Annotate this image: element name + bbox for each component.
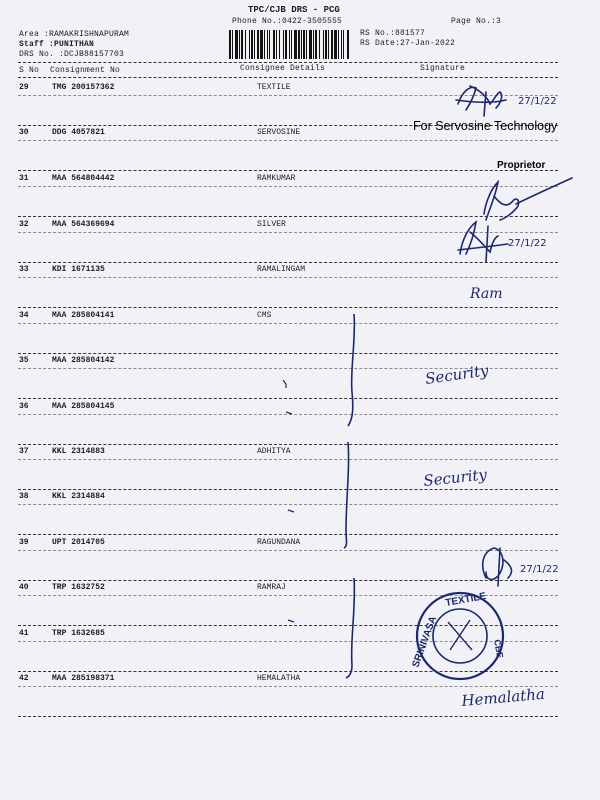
row-consignee: SILVER [257, 220, 286, 229]
row-consignment-no: TRP 1632752 [52, 583, 105, 592]
signature-row-39 [483, 548, 512, 586]
row-consignee: HEMALATHA [257, 674, 301, 683]
seal-text-right: CBE [492, 638, 506, 660]
row-consignment-no: UPT 2014705 [52, 538, 105, 547]
ditto-mark-3 [288, 510, 294, 512]
signature-security-2: Security [422, 465, 488, 490]
row-consignment-no: MAA 564804442 [52, 174, 115, 183]
row-consignee: RAMRAJ [257, 583, 286, 592]
row-consignment-no: MAA 285804141 [52, 311, 115, 320]
row-consignment-no: DDG 4057821 [52, 128, 105, 137]
bracket-1 [348, 314, 354, 426]
row-consignee: CMS [257, 311, 272, 320]
ditto-mark-4 [288, 620, 294, 622]
row-sno: 30 [19, 128, 29, 137]
row-sno: 33 [19, 265, 29, 274]
row-sno: 38 [19, 492, 29, 501]
row-consignee: ADHITYA [257, 447, 291, 456]
row-consignment-no: KDI 1671135 [52, 265, 105, 274]
row-consignment-no: MAA 285804142 [52, 356, 115, 365]
col-sno: S No [19, 66, 40, 75]
date-handwritten-1: 27/1/22 [518, 96, 557, 107]
row-consignee: RAMALINGAM [257, 265, 306, 274]
signature-row-32 [458, 222, 508, 262]
page-number: Page No.:3 [451, 17, 502, 26]
row-sno: 37 [19, 447, 29, 456]
row-consignee: TEXTILE [257, 83, 291, 92]
srinivasa-textile-seal [410, 591, 505, 679]
row-consignment-no: TMG 200157362 [52, 83, 115, 92]
row-consignee: RAGUNDANA [257, 538, 301, 547]
seal-text-left: SRINIVASA [410, 614, 440, 670]
row-consignment-no: KKL 2314883 [52, 447, 105, 456]
signature-row-29 [456, 86, 506, 116]
row-sno: 35 [19, 356, 29, 365]
row-sno: 32 [19, 220, 29, 229]
signature-hemalatha: Hemalatha [460, 684, 546, 710]
row-sno: 40 [19, 583, 29, 592]
row-consignment-no: MAA 285198371 [52, 674, 115, 683]
document-title: TPC/CJB DRS - PCG [248, 5, 340, 15]
ditto-mark-1 [283, 380, 286, 388]
staff-label: Staff :PUNITHAN [19, 40, 95, 49]
row-consignee: SERVOSINE [257, 128, 301, 137]
company-stamp: For Servosine Technology [413, 119, 558, 133]
signature-security-1: Security [424, 361, 490, 388]
rs-date: RS Date:27-Jan-2022 [360, 39, 456, 48]
row-sno: 34 [19, 311, 29, 320]
row-sno: 31 [19, 174, 29, 183]
row-sno: 36 [19, 402, 29, 411]
bracket-2 [344, 442, 349, 548]
rs-number: RS No.:881577 [360, 29, 426, 38]
row-consignment-no: TRP 1632685 [52, 629, 105, 638]
row-consignment-no: KKL 2314884 [52, 492, 105, 501]
row-consignment-no: MAA 564369694 [52, 220, 115, 229]
signature-row-31 [484, 178, 572, 220]
seal-text-top: TEXTILE [444, 590, 488, 609]
row-consignee: RAMKUMAR [257, 174, 296, 183]
col-consignment: Consignment No [50, 66, 121, 75]
area-label: Area :RAMAKRISHNAPURAM [19, 30, 130, 39]
row-sno: 41 [19, 629, 29, 638]
date-handwritten-3: 27/1/22 [520, 564, 559, 575]
row-consignment-no: MAA 285804145 [52, 402, 115, 411]
col-signature: Signature [420, 64, 466, 73]
row-sno: 42 [19, 674, 29, 683]
ditto-mark-2 [286, 412, 292, 414]
proprietor-stamp: Proprietor [497, 160, 546, 171]
drs-number: DRS No. :DCJB88157703 [19, 50, 125, 59]
col-consignee: Consignee Details [240, 64, 326, 73]
bracket-3 [346, 578, 354, 678]
date-handwritten-2: 27/1/22 [508, 238, 547, 249]
signature-ram: Ram [470, 286, 503, 302]
row-sno: 39 [19, 538, 29, 547]
row-sno: 29 [19, 83, 29, 92]
phone-number: Phone No.:0422-3505555 [232, 17, 343, 26]
